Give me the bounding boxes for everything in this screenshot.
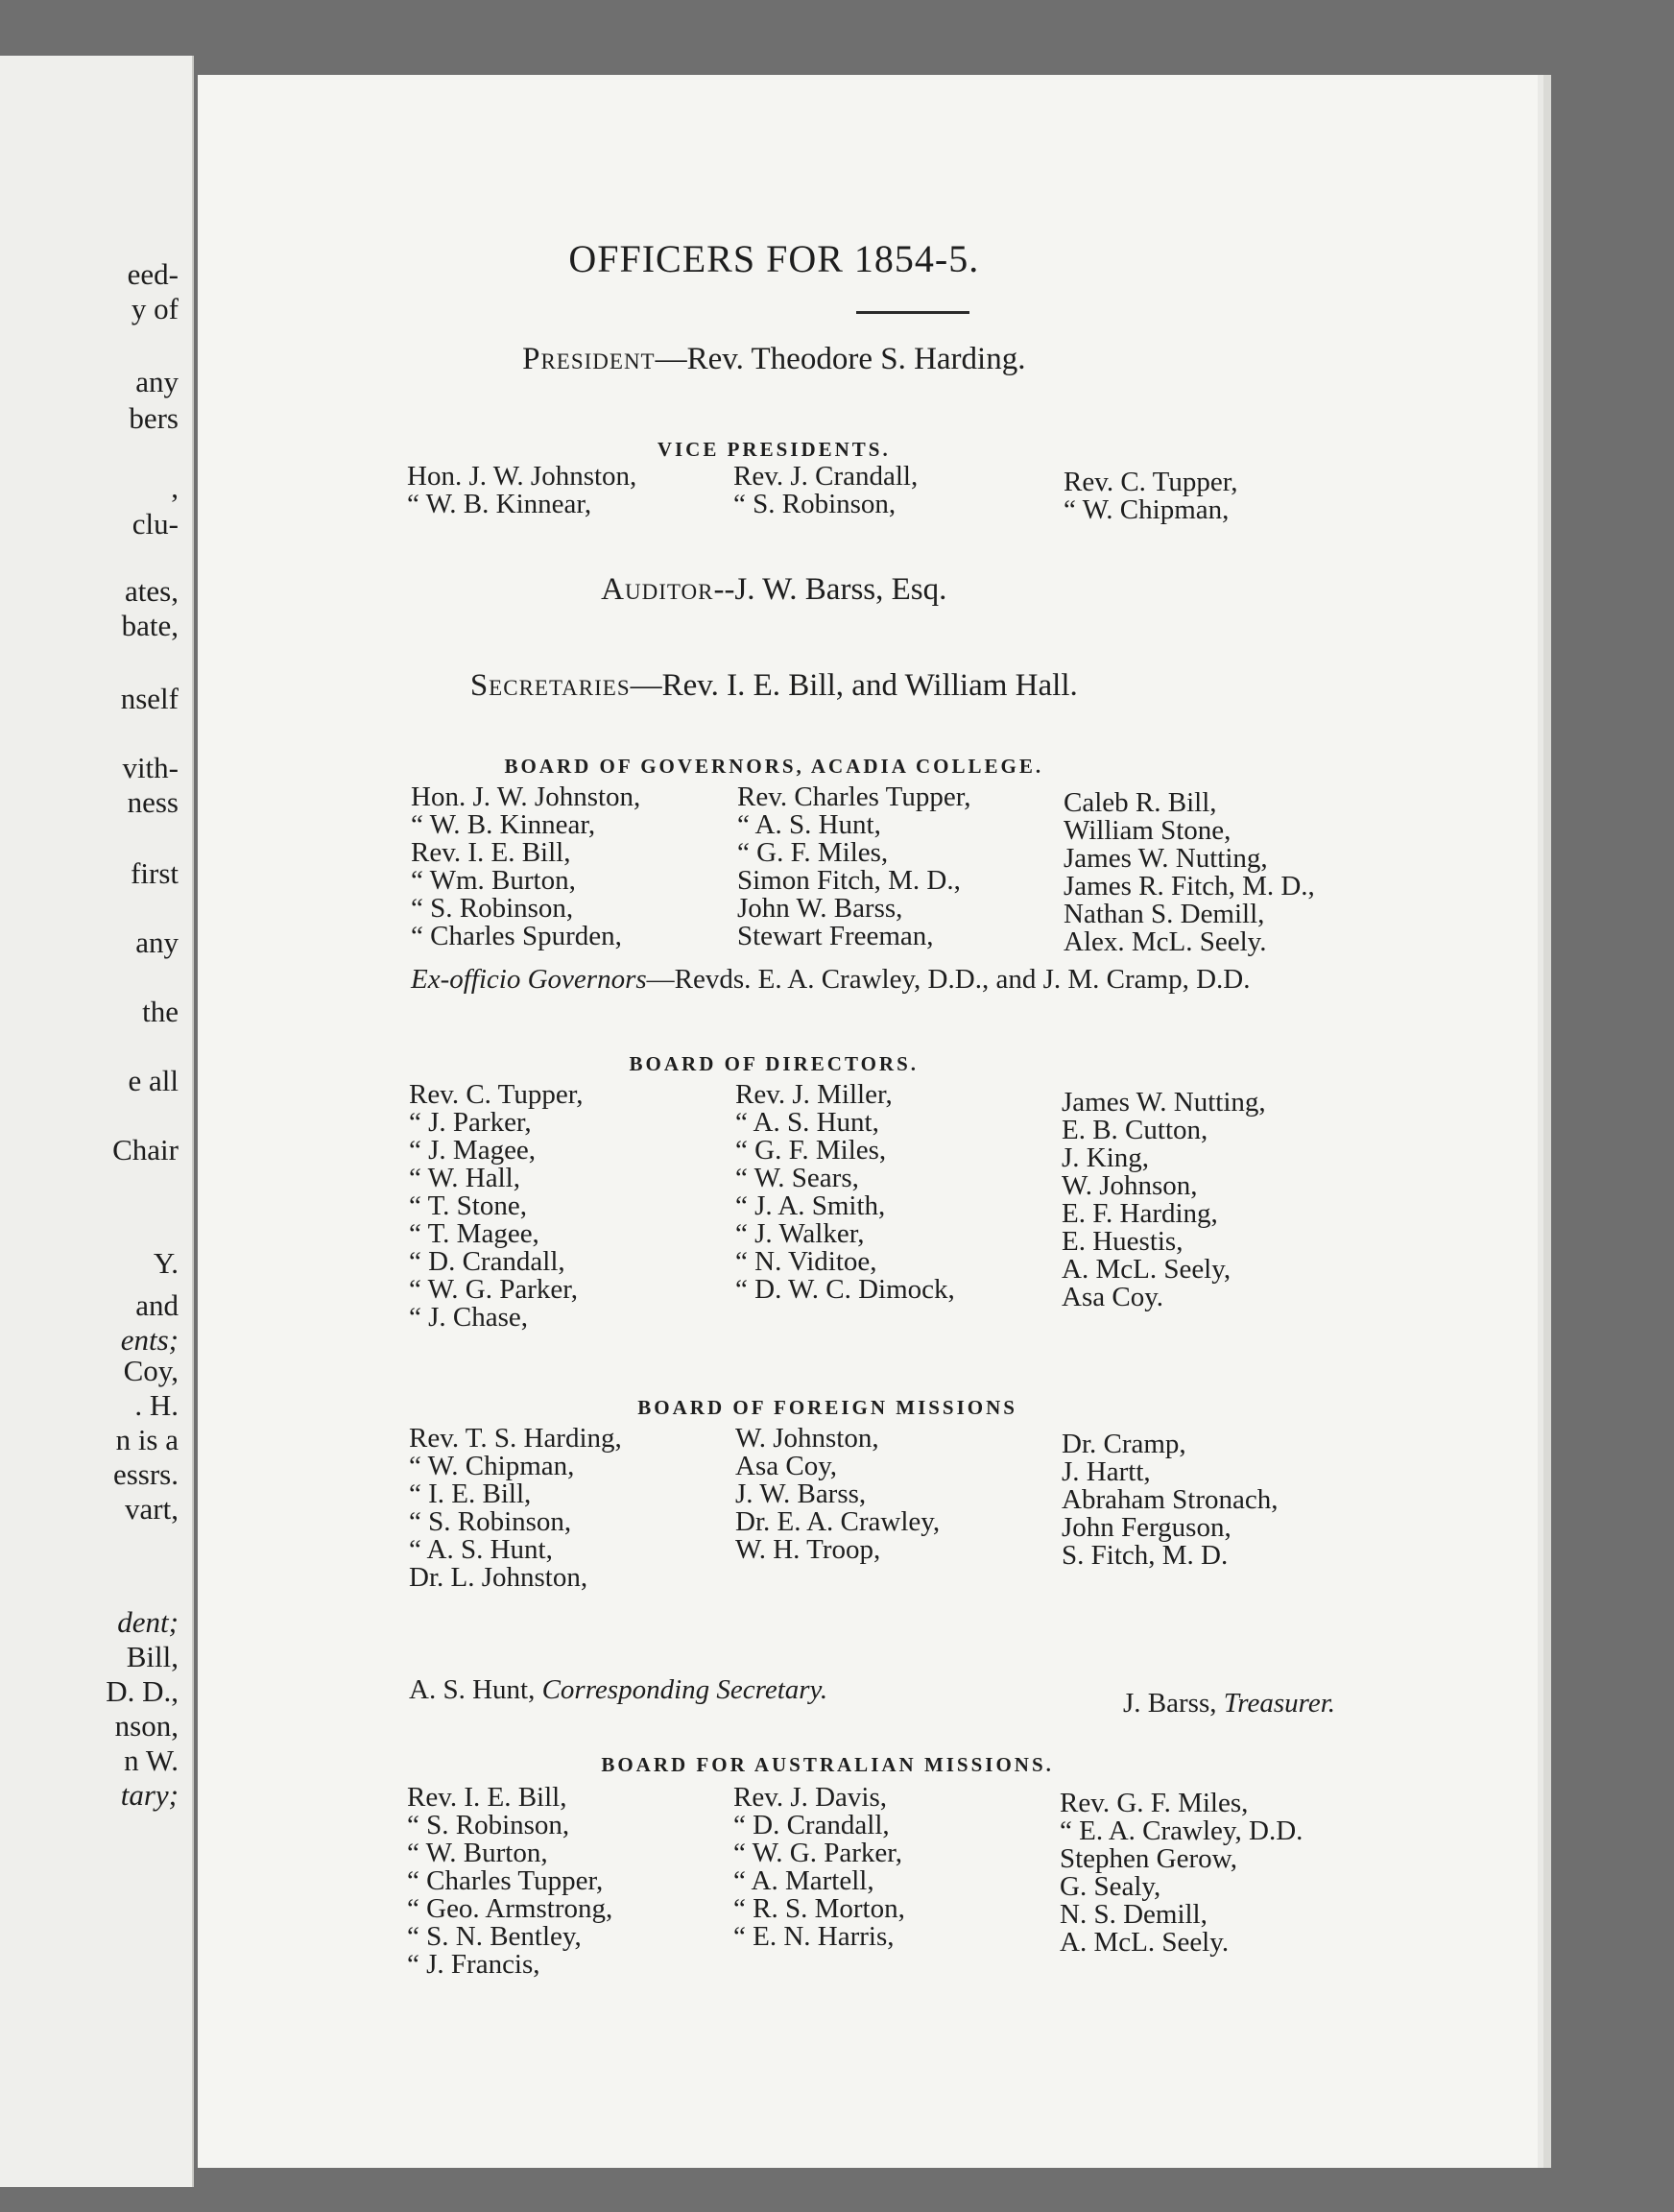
foreign-mission-entry: J. W. Barss, (735, 1479, 867, 1509)
australian-mission-entry: “ J. Francis, (407, 1949, 540, 1980)
vice-presidents-heading: VICE PRESIDENTS. (657, 438, 891, 461)
australian-mission-entry: A. McL. Seely. (1060, 1927, 1230, 1958)
prev-text-fragment: bers (129, 401, 179, 435)
director-entry: “ D. W. C. Dimock, (735, 1274, 955, 1305)
vp-entry: “ S. Robinson, (733, 489, 897, 519)
secretaries-label: Secretaries (469, 668, 631, 703)
prev-text-fragment: y of (131, 292, 179, 325)
prev-text-fragment: bate, (121, 609, 179, 642)
director-entry: “ G. F. Miles, (735, 1135, 887, 1166)
ex-officio-value: —Revds. E. A. Crawley, D.D., and J. M. Cramp, D.D. (646, 964, 1251, 995)
foreign-mission-entry: S. Fitch, M. D. (1062, 1540, 1229, 1571)
australian-mission-entry: “ D. Crandall, (733, 1810, 890, 1840)
australian-mission-entry: Rev. I. E. Bill, (407, 1782, 567, 1813)
prev-text-fragment: nson, (114, 1709, 179, 1743)
governor-entry: “ S. Robinson, (411, 893, 574, 924)
prev-text-fragment: Chair (112, 1133, 179, 1166)
document-page (198, 75, 1538, 2168)
foreign-mission-entry: “ S. Robinson, (409, 1506, 572, 1537)
auditor-value: --J. W. Barss, Esq. (713, 572, 947, 607)
australian-mission-entry: Rev. G. F. Miles, (1060, 1788, 1249, 1818)
director-entry: “ J. A. Smith, (735, 1190, 886, 1221)
director-entry: “ W. G. Parker, (409, 1274, 579, 1305)
secretaries-line (104, 668, 1444, 704)
president-value: —Rev. Theodore S. Harding. (655, 342, 1026, 376)
foreign-mission-entry: Asa Coy, (735, 1451, 838, 1481)
foreign-mission-entry: Rev. T. S. Harding, (409, 1423, 622, 1454)
title-rule (856, 311, 969, 314)
governor-entry: Rev. I. E. Bill, (411, 837, 571, 868)
foreign-mission-entry: W. Johnston, (735, 1423, 879, 1454)
director-entry: A. McL. Seely, (1062, 1254, 1232, 1285)
director-entry: “ J. Parker, (409, 1107, 532, 1138)
vp-entry: Hon. J. W. Johnston, (407, 461, 637, 492)
vice-presidents-list (407, 463, 1409, 524)
ex-officio-label: Ex-officio Governors (411, 964, 647, 995)
director-entry: J. King, (1062, 1142, 1150, 1173)
governor-entry: Stewart Freeman, (737, 921, 934, 951)
director-entry: “ A. S. Hunt, (735, 1107, 879, 1138)
director-entry: E. Huestis, (1062, 1226, 1184, 1257)
prev-text-fragment: nself (120, 682, 179, 715)
australian-mission-entry: “ A. Martell, (733, 1865, 874, 1896)
prev-text-fragment: ates, (125, 574, 179, 608)
prev-text-fragment: n is a (115, 1423, 179, 1456)
australian-mission-entry: “ S. Robinson, (407, 1810, 570, 1840)
australian-mission-entry: “ E. A. Crawley, D.D. (1060, 1815, 1303, 1846)
director-entry: James W. Nutting, (1062, 1087, 1266, 1118)
foreign-mission-entry: “ W. Chipman, (409, 1451, 575, 1481)
governor-entry: John W. Barss, (737, 893, 903, 924)
foreign-mission-entry: W. H. Troop, (735, 1534, 881, 1565)
foreign-mission-entry: Dr. Cramp, (1062, 1429, 1186, 1459)
foreign-mission-entry: Dr. L. Johnston, (409, 1562, 588, 1593)
directors-list (409, 1081, 1407, 1332)
foreign-mission-entry: “ A. S. Hunt, (409, 1534, 553, 1565)
vp-entry: “ W. Chipman, (1064, 494, 1230, 525)
prev-text-fragment: and (135, 1288, 179, 1322)
prev-text-fragment: ness (127, 785, 179, 819)
prev-text-fragment: dent; (117, 1605, 179, 1639)
foreign-mission-entry: John Ferguson, (1062, 1512, 1232, 1543)
president-label: President (522, 342, 656, 376)
governors-heading: BOARD OF GOVERNORS, ACADIA COLLEGE. (504, 755, 1044, 778)
foreign-missions-list (409, 1425, 1407, 1592)
prev-text-fragment: Bill, (126, 1640, 179, 1673)
prev-text-fragment: . H. (134, 1388, 179, 1422)
foreign-mission-entry: “ I. E. Bill, (409, 1479, 532, 1509)
corresponding-secretary-title: Corresponding Secretary. (541, 1674, 828, 1705)
ex-officio-line (411, 964, 1250, 996)
auditor-label: Auditor (601, 572, 714, 607)
governor-entry: “ G. F. Miles, (737, 837, 889, 868)
governor-entry: “ Charles Spurden, (411, 921, 622, 951)
prev-text-fragment: n W. (124, 1743, 179, 1777)
director-entry: E. B. Cutton, (1062, 1115, 1208, 1145)
prev-text-fragment: any (135, 926, 179, 959)
governor-entry: Alex. McL. Seely. (1064, 926, 1267, 957)
foreign-mission-entry: Dr. E. A. Crawley, (735, 1506, 941, 1537)
governor-entry: William Stone, (1064, 815, 1232, 846)
australian-mission-entry: “ W. G. Parker, (733, 1838, 903, 1868)
prev-text-fragment: Y. (153, 1246, 179, 1280)
foreign-mission-entry: J. Hartt, (1062, 1456, 1151, 1487)
director-entry: E. F. Harding, (1062, 1198, 1218, 1229)
governor-entry: Rev. Charles Tupper, (737, 781, 971, 812)
governor-entry: Caleb R. Bill, (1064, 787, 1217, 818)
australian-mission-entry: “ Charles Tupper, (407, 1865, 604, 1896)
australian-mission-entry: “ R. S. Morton, (733, 1893, 905, 1924)
prev-text-fragment: any (135, 365, 179, 398)
governor-entry: Hon. J. W. Johnston, (411, 781, 641, 812)
prev-text-fragment: ents; (120, 1323, 179, 1357)
prev-text-fragment: D. D., (106, 1674, 179, 1708)
australian-mission-entry: “ Geo. Armstrong, (407, 1893, 613, 1924)
prev-text-fragment: tary; (120, 1778, 179, 1812)
governor-entry: “ Wm. Burton, (411, 865, 576, 896)
australian-mission-entry: N. S. Demill, (1060, 1899, 1208, 1930)
corresponding-secretary-line (409, 1674, 827, 1706)
governor-entry: James R. Fitch, M. D., (1064, 871, 1315, 902)
directors-heading: BOARD OF DIRECTORS. (629, 1052, 919, 1075)
prev-text-fragment: eed- (127, 257, 179, 291)
director-entry: “ T. Stone, (409, 1190, 527, 1221)
director-entry: “ J. Chase, (409, 1302, 529, 1333)
prev-text-fragment: essrs. (112, 1457, 179, 1491)
australian-mission-entry: “ W. Burton, (407, 1838, 548, 1868)
auditor-line (104, 572, 1444, 608)
director-entry: “ D. Crandall, (409, 1246, 565, 1277)
governor-entry: Nathan S. Demill, (1064, 899, 1265, 929)
prev-text-fragment: Coy, (123, 1354, 179, 1387)
prev-text-fragment: e all (128, 1064, 179, 1097)
prev-text-fragment: , (171, 470, 179, 504)
treasurer-line (1123, 1688, 1335, 1719)
director-entry: W. Johnson, (1062, 1170, 1198, 1201)
director-entry: “ W. Hall, (409, 1163, 520, 1193)
governors-list (411, 783, 1409, 956)
australian-mission-entry: Rev. J. Davis, (733, 1782, 888, 1813)
governor-entry: “ W. B. Kinnear, (411, 809, 596, 840)
australian-mission-entry: “ S. N. Bentley, (407, 1921, 582, 1952)
director-entry: “ J. Magee, (409, 1135, 537, 1166)
treasurer-name: J. Barss, (1123, 1688, 1217, 1719)
australian-mission-entry: Stephen Gerow, (1060, 1843, 1237, 1874)
director-entry: Rev. J. Miller, (735, 1079, 893, 1110)
australian-missions-list (407, 1784, 1405, 1979)
director-entry: Asa Coy. (1062, 1282, 1164, 1312)
director-entry: Rev. C. Tupper, (409, 1079, 584, 1110)
prev-text-fragment: clu- (132, 507, 179, 541)
director-entry: “ N. Viditoe, (735, 1246, 877, 1277)
prev-text-fragment: vith- (122, 751, 179, 784)
governor-entry: “ A. S. Hunt, (737, 809, 881, 840)
prev-text-fragment: the (142, 995, 179, 1028)
australian-mission-entry: G. Sealy, (1060, 1871, 1161, 1902)
prev-text-fragment: first (131, 856, 179, 890)
foreign-mission-entry: Abraham Stronach, (1062, 1484, 1279, 1515)
vp-entry: Rev. J. Crandall, (733, 461, 919, 492)
secretaries-value: —Rev. I. E. Bill, and William Hall. (630, 668, 1078, 703)
australian-missions-heading: BOARD FOR AUSTRALIAN MISSIONS. (601, 1753, 1054, 1776)
page-title: OFFICERS FOR 1854-5. (568, 237, 980, 280)
treasurer-title: Treasurer. (1223, 1688, 1336, 1719)
president-line (104, 342, 1444, 377)
vp-entry: “ W. B. Kinnear, (407, 489, 592, 519)
vp-entry: Rev. C. Tupper, (1064, 467, 1238, 497)
foreign-missions-heading: BOARD OF FOREIGN MISSIONS (637, 1396, 1017, 1419)
director-entry: “ W. Sears, (735, 1163, 859, 1193)
governor-entry: Simon Fitch, M. D., (737, 865, 961, 896)
director-entry: “ T. Magee, (409, 1218, 539, 1249)
prev-text-fragment: vart, (125, 1492, 179, 1526)
governor-entry: James W. Nutting, (1064, 843, 1268, 874)
australian-mission-entry: “ E. N. Harris, (733, 1921, 895, 1952)
director-entry: “ J. Walker, (735, 1218, 865, 1249)
corresponding-secretary-name: A. S. Hunt, (409, 1674, 536, 1705)
